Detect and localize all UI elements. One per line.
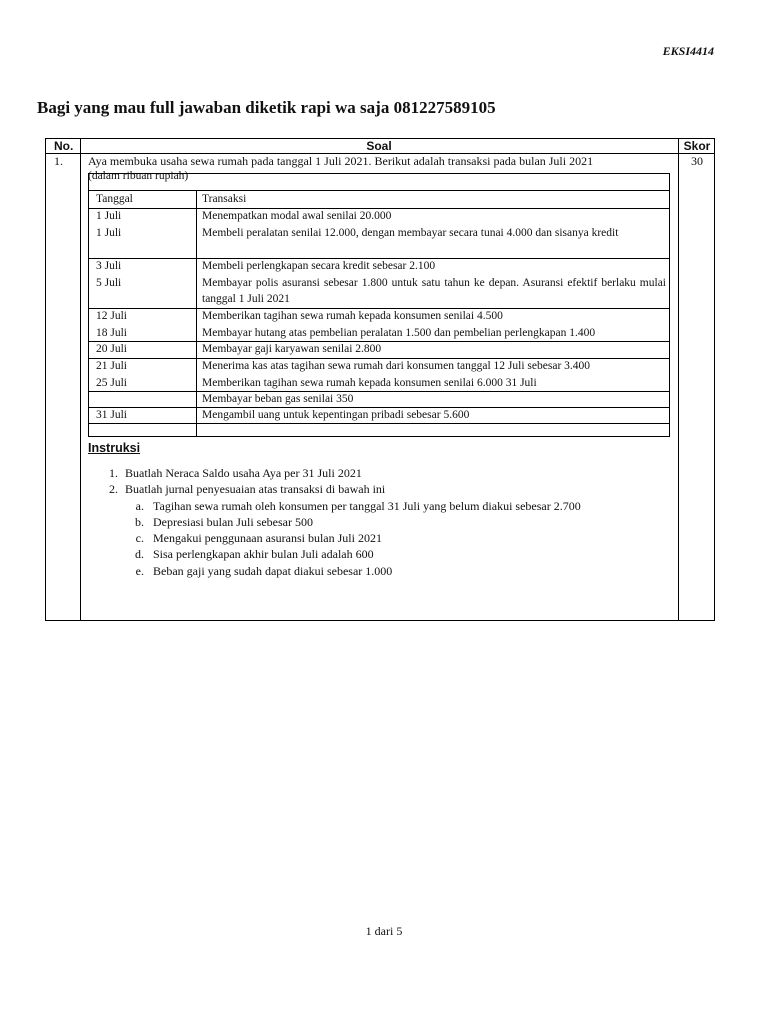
instructions-title: Instruksi — [88, 441, 141, 455]
list-item — [121, 465, 681, 481]
header-no: No. — [54, 139, 74, 153]
transaction-date: 1 Juli — [96, 210, 122, 222]
transaction-text: Memberikan tagihan sewa rumah kepada konsumen senilai 6.000 31 Juli — [202, 376, 537, 389]
transaction-date: 5 Juli — [96, 276, 122, 289]
list-item: e. Beban gaji yang sudah dapat diakui sebesar 1.000 — [147, 563, 681, 579]
transaction-text: Menempatkan modal awal senilai 20.000 — [202, 210, 392, 222]
transaction-date: 3 Juli — [96, 260, 122, 272]
list-item — [121, 481, 681, 579]
list-item: b. Depresiasi bulan Juli sebesar 500 — [147, 514, 681, 530]
list-item: a. Tagihan sewa rumah oleh konsumen per tanggal 31 Juli yang belum diakui sebesar 2.700 — [147, 498, 681, 514]
transaction-text: Mengambil uang untuk kepentingan pribadi sebesar 5.600 — [202, 409, 470, 421]
transaction-text: Memberikan tagihan sewa rumah kepada konsumen senilai 4.500 — [202, 310, 503, 322]
transaction-table — [88, 170, 670, 437]
transaction-text: Membayar gaji karyawan senilai 2.800 — [202, 343, 382, 355]
column-header-date: Tanggal — [96, 193, 133, 205]
transaction-text: Membayar polis asuransi sebesar 1.800 untuk satu tahun ke depan. Asuransi efektif berlaku mulai tanggal 1 Juli 2021 — [202, 276, 666, 305]
header-skor: Skor — [683, 139, 711, 153]
transaction-date: 31 Juli — [96, 409, 127, 421]
page-title: Bagi yang mau full jawaban diketik rapi wa saja 081227589105 — [37, 98, 496, 117]
transaction-date: 18 Juli — [96, 326, 127, 339]
question-intro: Aya membuka usaha sewa rumah pada tanggal 1 Juli 2021. Berikut adalah transaksi pada bulan Juli 2021 — [88, 154, 594, 168]
transaction-date: 21 Juli — [96, 360, 127, 372]
transaction-date: 1 Juli — [96, 226, 122, 239]
column-divider — [80, 139, 81, 620]
row-score: 30 — [691, 154, 703, 168]
instructions-list — [88, 465, 681, 579]
question-table — [45, 138, 715, 621]
transaction-text: Membeli peralatan senilai 12.000, dengan membayar secara tunai 4.000 dan sisanya kredit — [202, 226, 619, 239]
column-header-transaction: Transaksi — [202, 193, 247, 205]
unit-note: (dalam ribuan rupiah) — [88, 170, 189, 182]
transaction-text: Membeli perlengkapan secara kredit sebesar 2.100 — [202, 260, 436, 272]
header-soal: Soal — [366, 139, 392, 153]
list-item: c. Mengakui penggunaan asuransi bulan Juli 2021 — [147, 530, 681, 546]
instruction-text: Buatlah jurnal penyesuaian atas transaksi di bawah ini — [125, 482, 386, 497]
column-divider — [196, 190, 197, 436]
page-number: 1 dari 5 — [365, 924, 403, 938]
transaction-text: Menerima kas atas tagihan sewa rumah dari konsumen tanggal 12 Juli sebesar 3.400 — [202, 360, 591, 372]
transaction-text: Membayar beban gas senilai 350 — [202, 393, 354, 405]
instruction-text: Buatlah Neraca Saldo usaha Aya per 31 Juli 2021 — [125, 466, 362, 480]
sub-instructions-list — [125, 498, 681, 579]
list-item: d. Sisa perlengkapan akhir bulan Juli adalah 600 — [147, 546, 681, 562]
row-number: 1. — [54, 154, 63, 168]
transaction-date: 20 Juli — [96, 343, 127, 355]
transaction-date: 12 Juli — [96, 310, 127, 322]
transaction-text: Membayar hutang atas pembelian peralatan 1.500 dan pembelian perlengkapan 1.400 — [202, 326, 596, 339]
course-code: EKSI4414 — [662, 44, 714, 58]
transaction-date: 25 Juli — [96, 376, 127, 389]
row-divider — [89, 423, 669, 424]
